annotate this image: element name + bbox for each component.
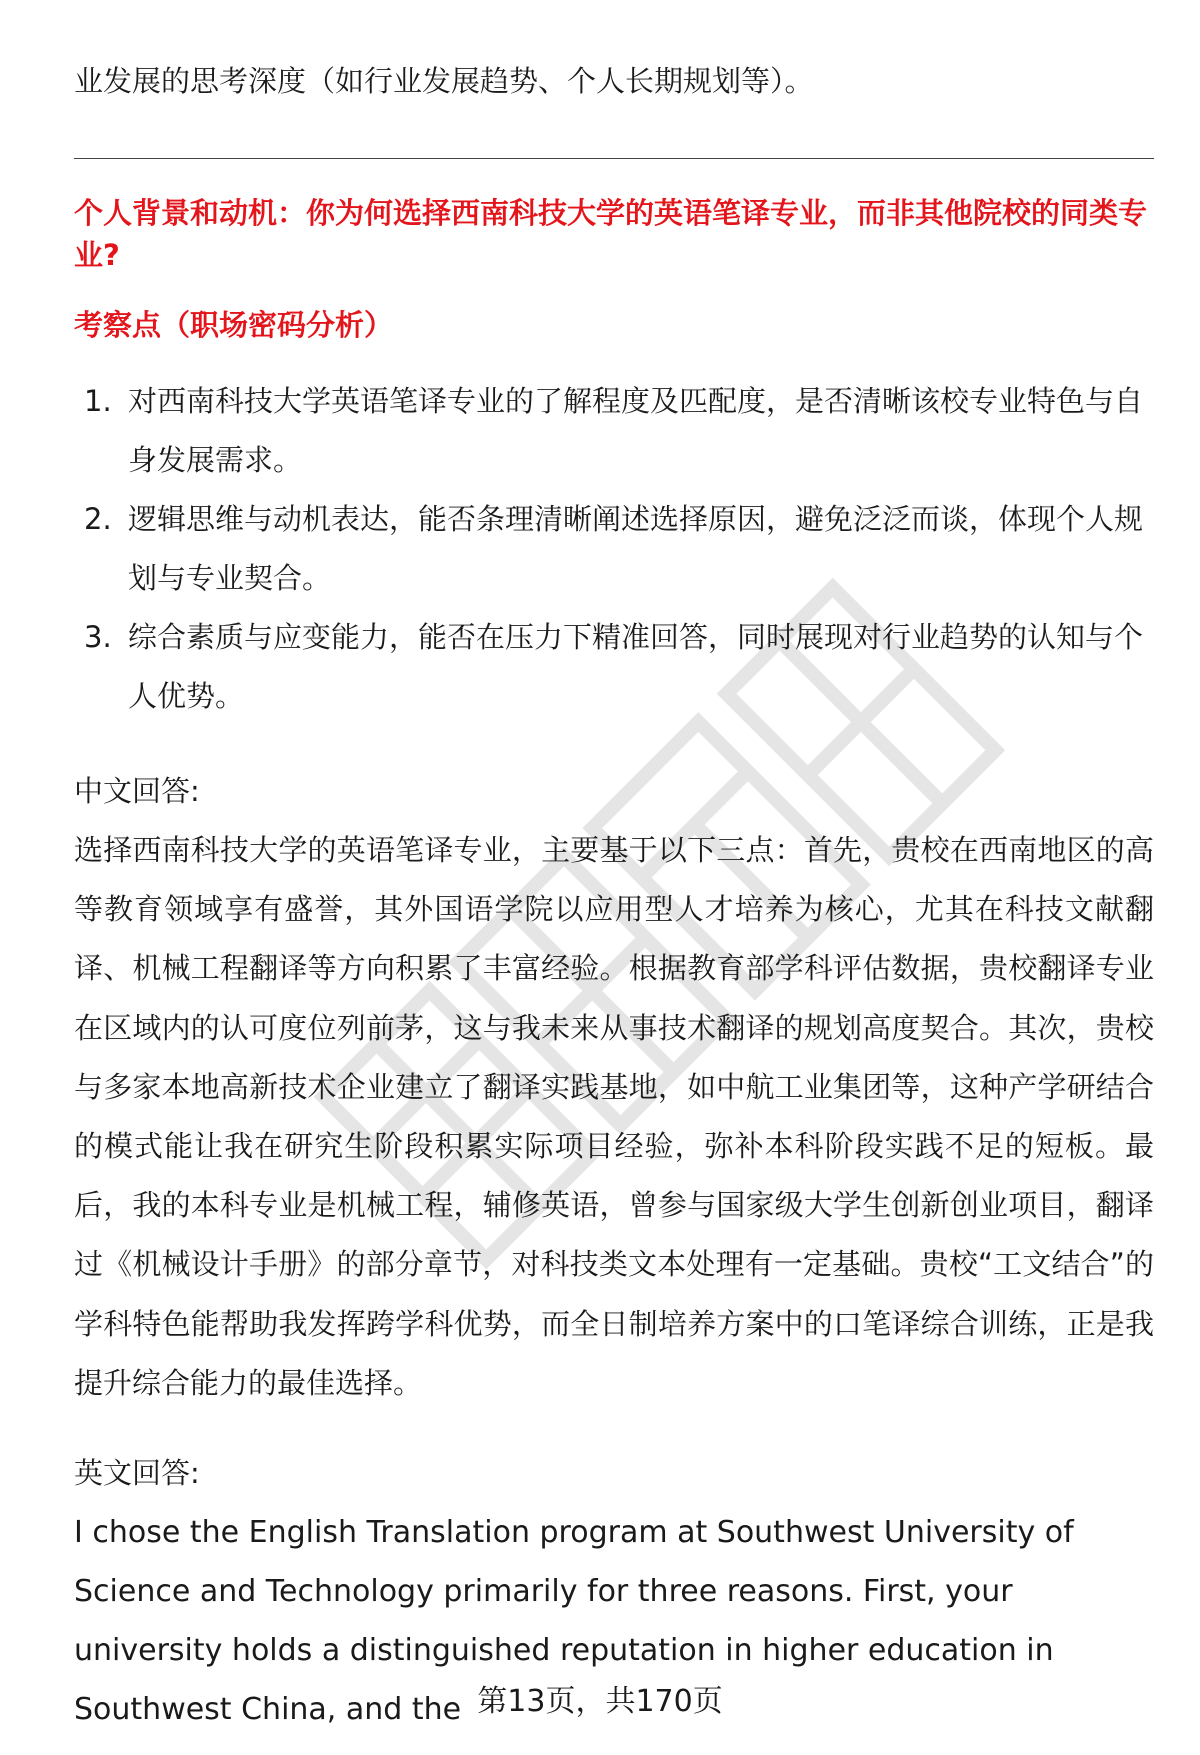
- chinese-answer-label: 中文回答:: [74, 774, 200, 808]
- list-item-text: 综合素质与应变能力，能否在压力下精准回答，同时展现对行业趋势的认知与个人优势。: [128, 620, 1144, 713]
- list-item: [74, 372, 1154, 490]
- english-answer-label: 英文回答:: [74, 1456, 200, 1490]
- chinese-answer-text: 选择西南科技大学的英语笔译专业，主要基于以下三点：首先，贵校在西南地区的高等教育领域享有盛誉，其外国语学院以应用型人才培养为核心，尤其在科技文献翻译、机械工程翻译等方向积累了丰富经验。根据教育部学科评估数据，贵校翻译专业在区域内的认可度位列前茅，这与我未来从事技术翻译的规划高度契合。其次，贵校与多家本地高新技术企业建立了翻译实践基地，如中航工业集团等，这种产学研结合的模式能让我在研究生阶段积累实际项目经验，弥补本科阶段实践不足的短板。最后，我的本科专业是机械工程，辅修英语，曾参与国家级大学生创新创业项目，翻译过《机械设计手册》的部分章节，对科技类文本处理有一定基础。贵校“工文结合”的学科特色能帮助我发挥跨学科优势，而全日制培养方案中的口笔译综合训练，正是我提升综合能力的最佳选择。: [74, 833, 1154, 1400]
- list-item-number: 2.: [84, 502, 112, 536]
- continued-text: 业发展的思考深度（如行业发展趋势、个人长期规划等）。: [74, 64, 814, 98]
- list-item-text: 对西南科技大学英语笔译专业的了解程度及匹配度，是否清晰该校专业特色与自身发展需求。: [128, 384, 1144, 477]
- evaluation-points-list: [74, 372, 1154, 726]
- list-item-text: 逻辑思维与动机表达，能否条理清晰阐述选择原因，避免泛泛而谈，体现个人规划与专业契合。: [128, 502, 1144, 595]
- question-title: 个人背景和动机：你为何选择西南科技大学的英语笔译专业，而非其他院校的同类专业?: [74, 196, 1148, 272]
- list-item: [74, 490, 1154, 608]
- list-item: [74, 608, 1154, 726]
- page-number: 第13页，共170页: [477, 1684, 723, 1719]
- section-heading: 考察点（职场密码分析）: [74, 308, 394, 342]
- divider: [74, 158, 1154, 159]
- list-item-number: 1.: [84, 384, 112, 418]
- list-item-number: 3.: [84, 620, 112, 654]
- english-answer-text: I chose the English Translation program at Southwest University of Science and Technology primarily for three reasons. First, your university holds a distinguished reputation in higher education in Southwest China, and the: [74, 1515, 1074, 1727]
